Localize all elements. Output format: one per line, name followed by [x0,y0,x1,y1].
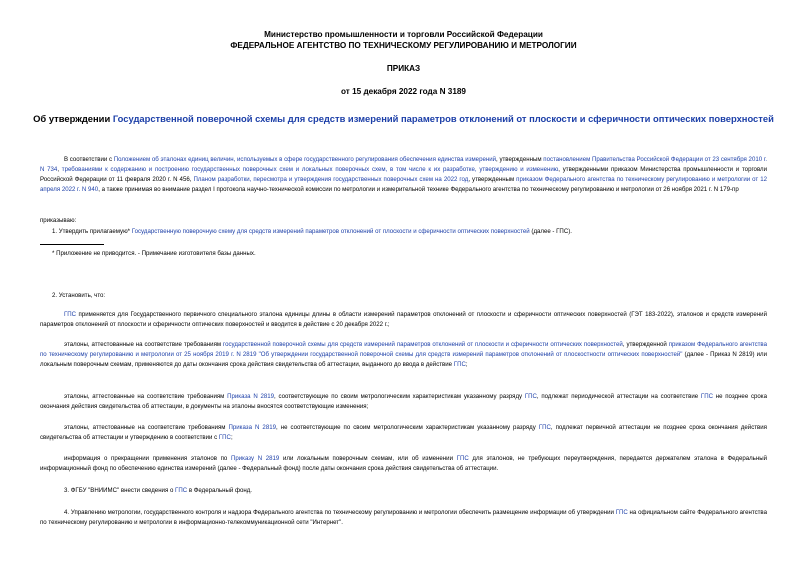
footnote-divider [40,244,104,245]
footnote: * Приложение не приводится. - Примечание изготовителя базы данных. [52,250,256,257]
ministry-name: Министерство промышленности и торговли Российской Федерации [264,30,543,39]
gps-link[interactable]: ГПС [524,393,537,400]
preamble-paragraph: В соответствии с Положением об эталонах единиц величин, используемых в сфере государственного регулирования обеспечения единства измерений, утвержденным постановлением Правительства Российской Федерации от 23 сентября 2010 г. N 734, требованиями к содержанию и построению государственных поверочных схем и локальных поверочных схем, в том числе к их разработке, утверждению и изменению, утвержденными приказом Министерства промышленности и торговли Российской Федерации от 11 февраля 2020 г. N 456, Планом разработки, пересмотра и утверждения государственных поверочных схем на 2022 год, утвержденным приказом Федерального агентства по техническому регулированию и метрологии от 12 апреля 2022 г. N 940, а также принимая во внимание раздел I протокола научно-технической комиссии по метрологии и измерительной технике Федерального агентства по техническому регулированию и метрологии от 26 ноября 2021 г. N 179-пр [40,156,768,193]
item-2-paragraph-b: эталоны, аттестованные на соответствие требованиям государственной поверочной схемы для средств измерений параметров отклонений от плоскости и сферичности оптических поверхностей, утвержденной приказом Федерального агентства по техническому регулированию и метрологии от 25 ноября 2019 г. N 2819 "Об утверждении государственной поверочной схемы для средств измерений параметров отклонений от плоскостности оптических поверхностей" (далее - Приказ N 2819) или локальным поверочным схемам, применяются до даты окончания срока действия свидетельства об аттестации, выданного до ввода в действие ГПС; [40,341,767,368]
scheme-link[interactable]: Государственную поверочную схему для средств измерений параметров отклонений от плоскости и сферичности оптических поверхностей [131,228,530,235]
gps-link[interactable]: ГПС [175,487,188,494]
item-1-paragraph: 1. Утвердить прилагаемую* Государственную поверочную схему для средств измерений параметров отклонений от плоскости и сферичности оптических поверхностей (далее - ГПС). [52,228,572,235]
item-2-paragraph-e: информация о прекращении применения эталонов по Приказу N 2819 или локальным поверочным схемам, или об изменении ГПС для эталонов, не требующих переутверждения, передается держателем эталона в Федеральный информационный фонд по обеспечению единства измерений (далее - Федеральный фонд) после даты окончания срока действия свидетельства об аттестации. [40,455,768,472]
orders-text: приказываю: [40,217,77,224]
gps-link[interactable]: ГПС [538,424,551,431]
gps-link[interactable]: ГПС [64,311,77,318]
item-2-paragraph-d: эталоны, аттестованные на соответствие требованиям Приказа N 2819, не соответствующие по своим метрологическим характеристикам указанному разряду ГПС, подлежат первичной аттестации не позднее срока окончания действия свидетельства об аттестации и утверждению в соответствии с ГПС; [40,424,767,441]
item-2-heading: 2. Установить, что: [52,292,106,299]
order-2819-link[interactable]: приказом Федерального агентства по техническому регулированию и метрологии от 25 ноября 2019 г. N 2819 "Об утверждении государственной поверочной схемы для средств измерений параметров отклонений от плоскостности оптических поверхностей" [40,341,767,358]
gps-link[interactable]: ГПС [218,434,231,441]
gps-link[interactable]: ГПС [456,455,469,462]
item-2-paragraph-c: эталоны, аттестованные на соответствие требованиям Приказа N 2819, соответствующие по своим метрологическим характеристикам указанному разряду ГПС, подлежат периодической аттестации на соответствие ГПС не позднее срока окончания действия свидетельства об аттестации, в документы на эталоны вносятся соответствующие изменения; [40,393,767,410]
order-2819-link[interactable]: Приказа N 2819 [227,393,275,400]
requirements-link[interactable]: требованиями к содержанию и построению государственных поверочных схем и локальных поверочных схем, в том числе к их разработке, утверждению и изменению [61,166,559,173]
regulation-link[interactable]: Положением об эталонах единиц величин, используемых в сфере государственного регулирования обеспечения единства измерений [113,156,497,163]
plan-link[interactable]: Планом разработки, пересмотра и утверждения государственных поверочных схем на 2022 год [193,176,469,183]
gps-link[interactable]: ГПС [615,509,628,516]
order-2819-link[interactable]: Приказу N 2819 [230,455,280,462]
item-3-paragraph: 3. ФГБУ "ВНИИМС" внести сведения о ГПС в Федеральный фонд. [64,487,252,494]
document-type: ПРИКАЗ [386,64,421,73]
item-4-paragraph: 4. Управлению метрологии, государственного контроля и надзора Федерального агентства по техническому регулированию и метрологии обеспечить размещение информации об утверждении ГПС на официальном сайте Федерального агентства по техническому регулированию и метрологии в информационно-телекоммуникационной сети "Интернет". [40,509,767,526]
gps-link[interactable]: ГПС [453,361,466,368]
item-2-paragraph-a: ГПС применяется для Государственного первичного специального эталона единицы длины в области измерений параметров отклонений от плоскости и сферичности оптических поверхностей (ГЭТ 183-2022), эталонов и средств измерений параметров отклонений от плоскости и сферичности оптических поверхностей и вводится в действие с 20 декабря 2022 г.; [40,311,767,328]
order-2819-link[interactable]: Приказа N 2819 [228,424,276,431]
title-link[interactable]: Государственной поверочной схемы для средств измерений параметров отклонений от плоскости и сферичности оптических поверхностей [112,113,774,124]
gps-link[interactable]: ГПС [700,393,713,400]
agency-order-link[interactable]: приказом Федерального агентства по техническому регулированию и метрологии от 12 апреля 2022 г. N 940 [40,176,768,193]
document-date-number: от 15 декабря 2022 года N 3189 [341,87,466,96]
agency-name: ФЕДЕРАЛЬНОЕ АГЕНТСТВО ПО ТЕХНИЧЕСКОМУ РЕГУЛИРОВАНИЮ И МЕТРОЛОГИИ [230,41,577,50]
document-title: Об утверждении Государственной поверочной схемы для средств измерений параметров отклонений от плоскости и сферичности оптических поверхностей [33,113,774,124]
old-scheme-link[interactable]: государственной поверочной схемы для средств измерений параметров отклонений от плоскости и сферичности оптических поверхностей [223,341,623,348]
government-decree-link[interactable]: постановлением Правительства Российской Федерации от 23 сентября 2010 г. N 734 [40,156,768,173]
